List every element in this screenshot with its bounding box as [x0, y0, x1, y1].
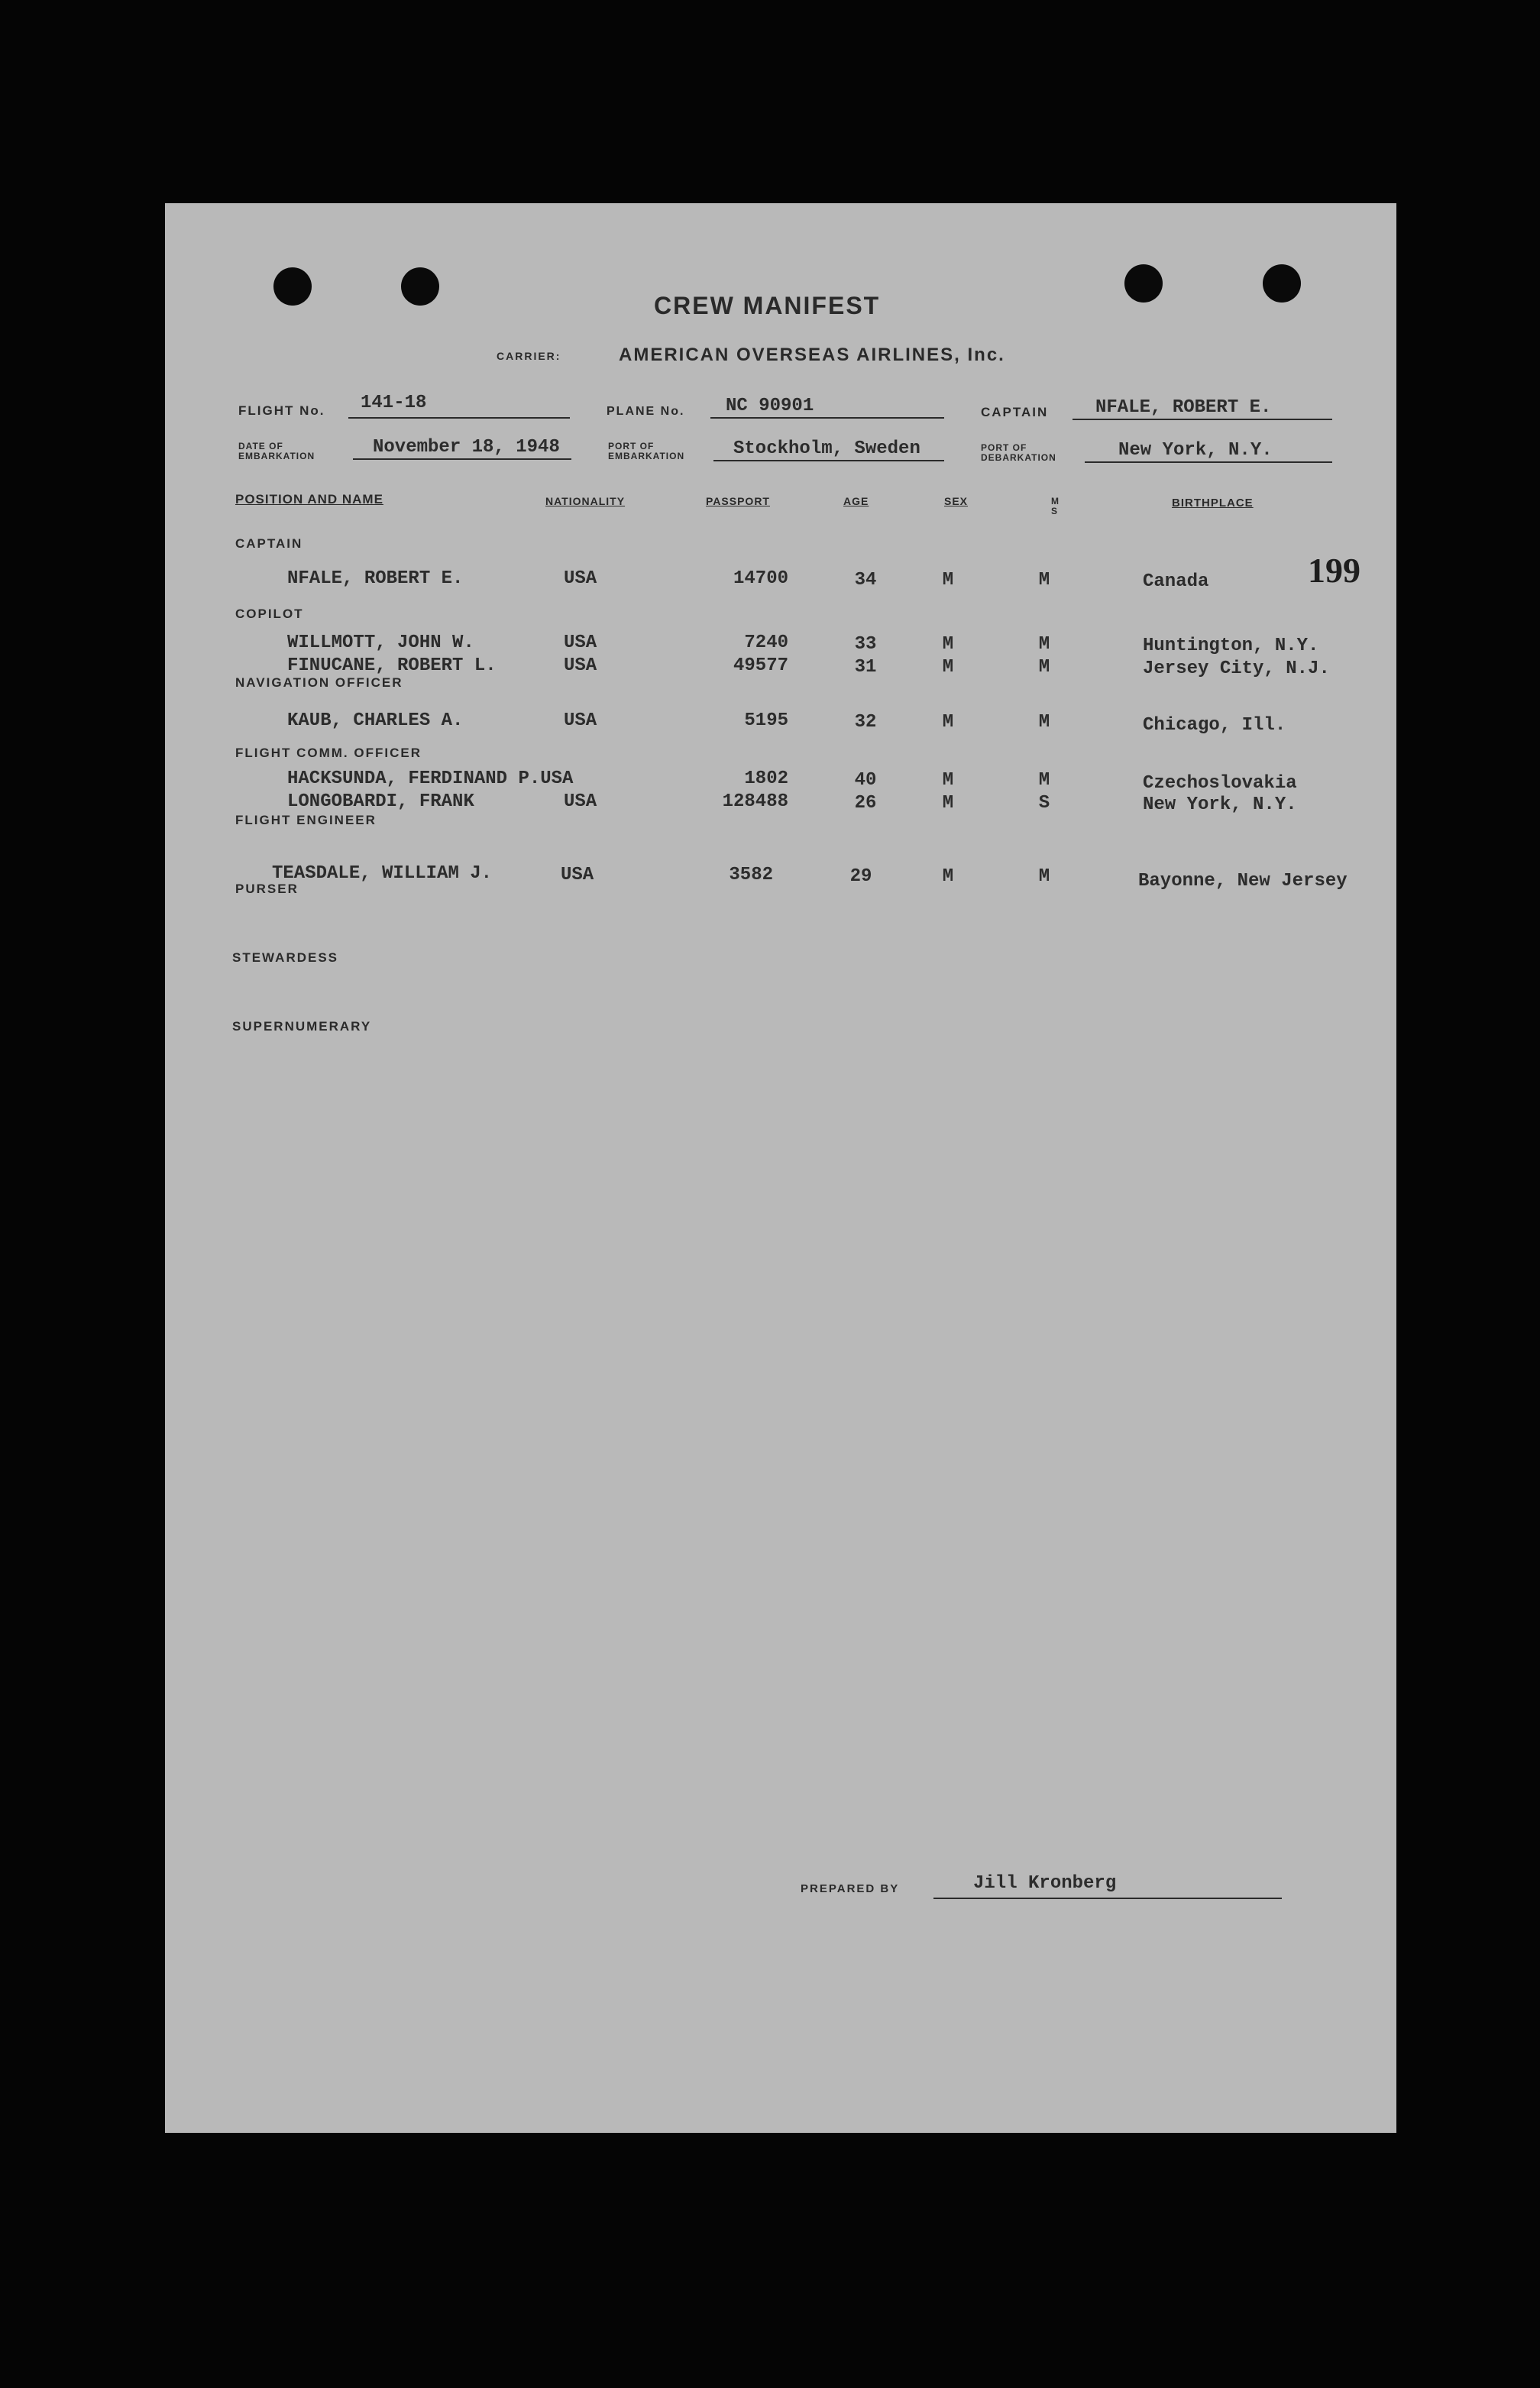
section-captain: CAPTAIN	[235, 536, 303, 551]
punch-hole	[1124, 264, 1163, 303]
section-flight-engineer: FLIGHT ENGINEER	[235, 813, 377, 827]
section-stewardess: STEWARDESS	[232, 950, 339, 965]
column-position-name: POSITION AND NAME	[235, 492, 383, 506]
date-label: DATE OF EMBARKATION	[238, 441, 315, 461]
prepared-by-label: PREPARED BY	[801, 1882, 900, 1895]
punch-hole	[401, 267, 439, 306]
punch-hole	[273, 267, 312, 306]
column-nationality: NATIONALITY	[545, 495, 626, 507]
column-birthplace: BIRTHPLACE	[1172, 497, 1254, 510]
plane-no-label: PLANE No.	[607, 405, 685, 418]
port-embarkation-value: Stockholm, Sweden	[733, 438, 920, 459]
section-flight-comm-officer: FLIGHT COMM. OFFICER	[235, 746, 422, 760]
punch-hole	[1263, 264, 1301, 303]
prepared-by-value: Jill Kronberg	[973, 1873, 1117, 1894]
document-title: CREW MANIFEST	[654, 292, 881, 319]
flight-no-label: FLIGHT No.	[238, 403, 325, 418]
plane-no-value: NC 90901	[726, 396, 814, 416]
section-navigation-officer: NAVIGATION OFFICER	[235, 675, 403, 690]
date-value: November 18, 1948	[373, 437, 560, 458]
carrier-label: CARRIER:	[497, 350, 561, 362]
manifest-sheet: CREW MANIFEST CARRIER: AMERICAN OVERSEAS AIRLINES, Inc. FLIGHT No. 141-18 PLANE No. NC 90901 CAPTAIN NFALE, ROBERT E. DATE OF EMBARKATION November 18, 1948 PORT OF EMBARKATION Stockholm, Sweden PORT OF DEBARKATION New York, N.Y. POSITION AND NAME NATIONALITY PASSPORT AGE SEX M S BIRTHPLACE 199 CAPTAIN COPILOT NAVIGATION OFFICER FLIGHT COMM. OFFICER FLIGHT ENGINEER PURSER STEWARDESS SUPERNUMERARY NFALE, ROBERT E. USA 14700 34 M M Canada WILLMOTT, JOHN W. USA 7240 33 M M Huntington, N.Y. FINUCANE, ROBERT L. USA 49577 31 M M Jersey City, N.J. KAUB, CHARLES A. USA 5195 32 M M Chicago, Ill. HACKSUNDA, FERDINAND P.USA 1802 40 M M Czechoslovakia LONGOBARDI, FRANK USA 128488 26 M S New York, N.Y. TEASDALE, WILLIAM J. USA 3582 29 M M Bayonne, New Jersey PREPARED BY Jill Kronberg	[165, 203, 1396, 2133]
captain-value: NFALE, ROBERT E.	[1095, 397, 1272, 418]
port-debarkation-value: New York, N.Y.	[1118, 440, 1273, 461]
section-purser: PURSER	[235, 882, 299, 896]
section-copilot: COPILOT	[235, 607, 304, 621]
carrier-name: AMERICAN OVERSEAS AIRLINES, Inc.	[619, 345, 1005, 365]
port-debarkation-label: PORT OF DEBARKATION	[981, 442, 1056, 463]
column-passport: PASSPORT	[706, 495, 770, 507]
port-embarkation-label: PORT OF EMBARKATION	[608, 441, 685, 461]
flight-no-value: 141-18	[361, 393, 427, 413]
column-marital-status: M S	[1051, 496, 1059, 516]
column-age: AGE	[843, 495, 869, 507]
captain-label: CAPTAIN	[981, 405, 1049, 419]
column-sex: SEX	[944, 495, 969, 507]
section-supernumerary: SUPERNUMERARY	[232, 1019, 372, 1034]
page-number: 199	[1308, 551, 1360, 590]
